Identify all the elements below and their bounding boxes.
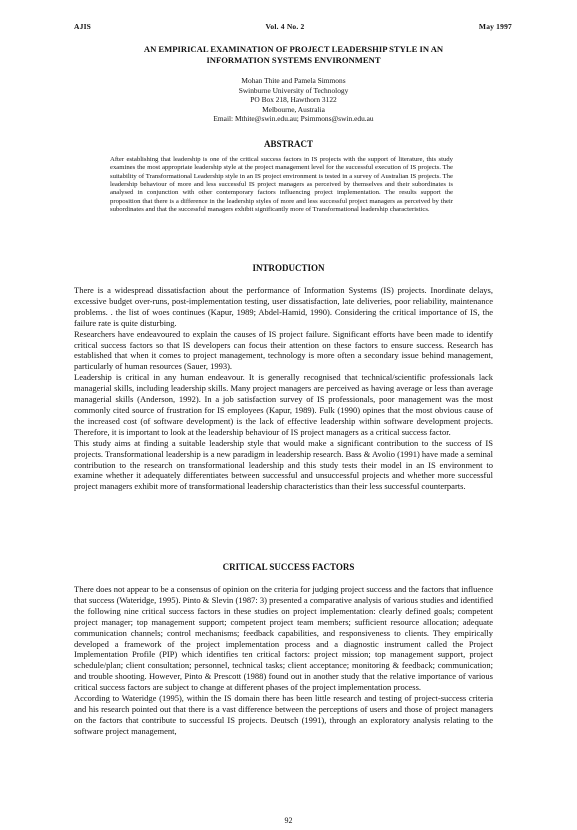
volume-info: Vol. 4 No. 2 xyxy=(265,22,305,31)
csf-body xyxy=(74,584,493,737)
title-line-2: INFORMATION SYSTEMS ENVIRONMENT xyxy=(206,55,381,65)
abstract-heading: ABSTRACT xyxy=(263,139,313,149)
author-address-1: PO Box 218, Hawthorn 3122 xyxy=(250,95,337,104)
abstract-text: After establishing that leadership is one of the critical success factors in IS projects with the support of literature, this study examines the most appropriate leadership style at the project management level for the successful execution of IS projects. The suitability of Transformational Leadership style in an IS project environment is tested in a survey of Australian IS projects. The leadership behaviour of more and less successful IS project managers as perceived by themselves and their subordinates is analysed in conjunction with other contemporary factors influencing project implementation. The results support the proposition that there is a difference in the leadership styles of more and less successful project managers as perceived by their subordinates and that the successful managers exhibit significantly more of Transformational leadership characteristics. xyxy=(110,156,453,214)
title-line-1: AN EMPIRICAL EXAMINATION OF PROJECT LEADERSHIP STYLE IN AN xyxy=(143,44,444,54)
author-block xyxy=(70,76,517,124)
paragraph: This study aims at finding a suitable leadership style that would make a significant contribution to the success of IS projects. Transformational leadership is a new paradigm in leadership research. Bass & Avolio (1991) have made a seminal contribution to the research on transformational leadership and this study tests their model in an IS environment to examine whether it adequately differentiates between successful and unsuccessful projects and whether more successful project managers exhibit more of transformational leadership characteristics than their less successful counterparts. xyxy=(74,437,493,492)
introduction-body xyxy=(74,285,493,492)
author-names: Mohan Thite and Pamela Simmons xyxy=(241,76,346,85)
introduction-heading: INTRODUCTION xyxy=(252,263,325,273)
author-address-2: Melbourne, Australia xyxy=(262,104,325,114)
paragraph: Researchers have endeavoured to explain the causes of IS project failure. Significant efforts have been made to identify critical success factors so that IS developers can focus their attention on these factors to ensure success. Research has established that when it comes to project management, technology is more often a secondary issue behind management, particularly of human resources (Sauer, 1993). xyxy=(74,328,493,372)
paragraph: According to Wateridge (1995), within the IS domain there has been little research and testing of project-success criteria and his research pointed out that there is a vast difference between the perceptions of users and those of project managers on the factors that contribute to successful IS projects. Deutsch (1991), through an exploratory analysis relating to the software project management, xyxy=(74,693,493,736)
paper-title xyxy=(70,44,517,66)
journal-name: AJIS xyxy=(74,22,92,31)
issue-date: May 1997 xyxy=(478,22,512,31)
running-header xyxy=(74,22,512,31)
page-number: 92 xyxy=(284,816,293,825)
author-affiliation: Swinburne University of Technology xyxy=(238,85,349,95)
paragraph: Leadership is critical in any human endeavour. It is generally recognised that technical/scientific professionals lack managerial skills, including leadership skills. Many project managers are perceived as having average or less than average managerial skills (Anderson, 1992). In a job satisfaction survey of IS professionals, poor management was the most commonly cited source of frustration for IS employees (Kapur, 1989). Fulk (1990) opines that the most obvious cause of the increased cost (of software development) is the lack of effective leadership within software development projects. Therefore, it is important to look at the leadership behaviour of IS project managers as a critical success factor. xyxy=(74,372,493,437)
paragraph: There is a widespread dissatisfaction about the performance of Information Systems (IS) projects. Inordinate delays, excessive budget over-runs, post-implementation testing, user dissatisfaction, late deliveries, poor reliability, maintenance problems. . the list of woes continues (Kapur, 1989; Abdel-Hamid, 1990). Considering the critical importance of IS, the failure rate is quite disturbing. xyxy=(74,285,493,328)
author-email: Email: Mthite@swin.edu.au; Psimmons@swin.edu.au xyxy=(213,114,374,123)
paragraph: There does not appear to be a consensus of opinion on the criteria for judging project success and the factors that influence that success (Wateridge, 1995). Pinto & Slevin (1987: 3) presented a comparative analysis of various studies and identified the following nine critical success factors in these studies on project implementation: clearly defined goals; competent project manager; top management support; competent project team members; sufficient resource allocation; adequate communication channels; control mechanisms; feedback capabilities, and responsiveness to clients. They empirically developed a framework of the project implementation process and a diagnostic instrument called the Project Implementation Profile (PIP) which identifies ten critical factors: project mission; top management support, project schedule/plan; client consultation; personnel, technical tasks; client acceptance; monitoring & feedback; communication; and trouble shooting. However, Pinto & Prescott (1988) found out in another study that the relative importance of various critical success factors are subject to change at different phases of the project implementation process. xyxy=(74,584,493,693)
csf-heading: CRITICAL SUCCESS FACTORS xyxy=(222,562,355,572)
